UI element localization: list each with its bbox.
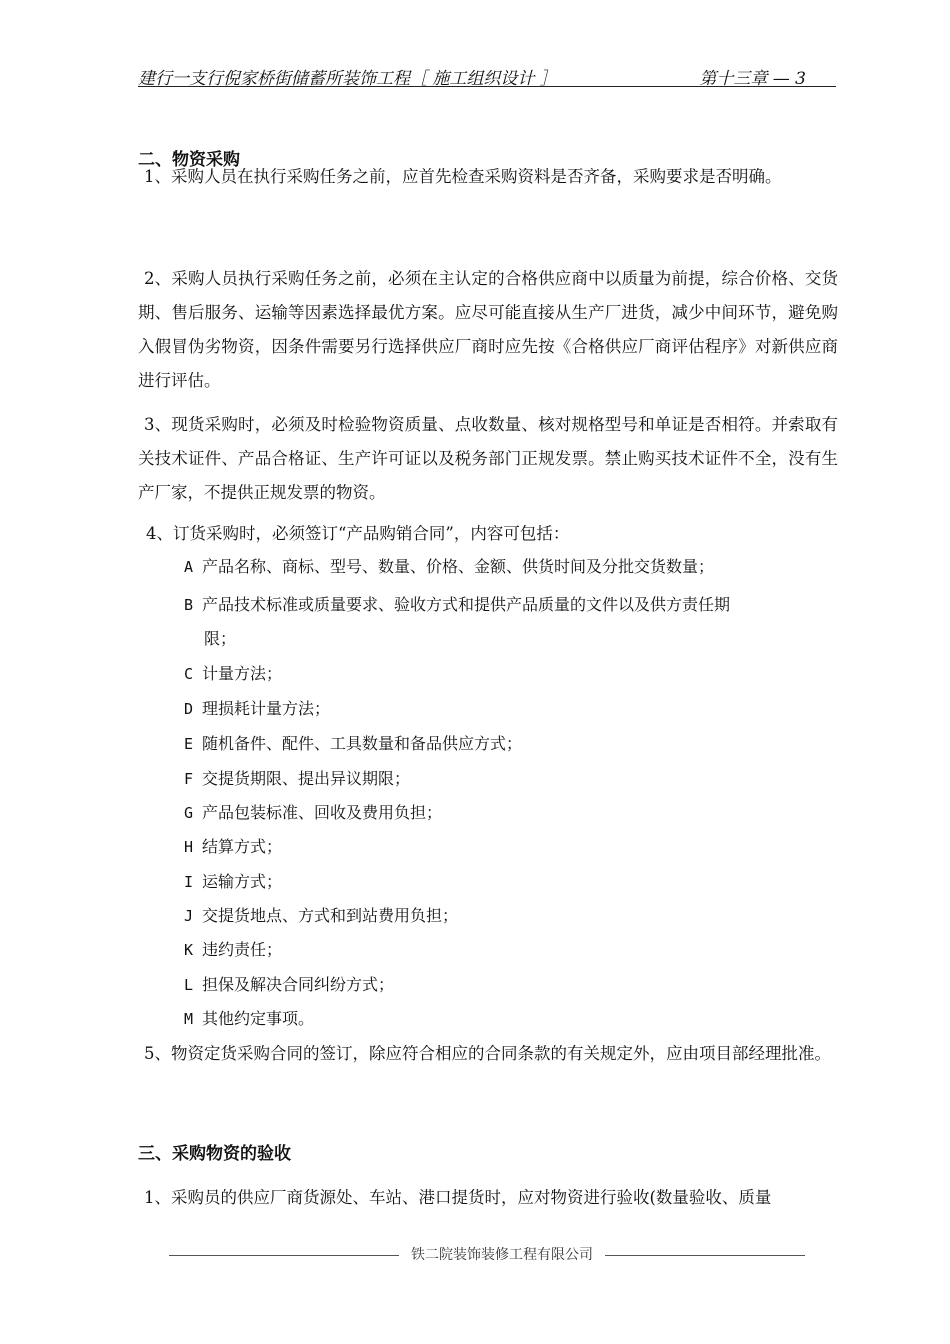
list-item-j: J 交提货地点、方式和到站费用负担； [184,906,459,925]
section-heading-inspection: 三、采购物资的验收 [138,1144,291,1164]
list-item-g: G 产品包装标准、回收及费用负担； [184,803,443,822]
list-item-d: D 理损耗计量方法； [184,699,331,718]
list-item-a: A 产品名称、商标、型号、数量、价格、金额、供货时间及分批交货数量； [184,557,715,576]
paragraph-1: 1、采购人员在执行采购任务之前，应首先检查采购资料是否齐备，采购要求是否明确。 [144,167,782,186]
header-document-title: 建行一支行倪家桥街储蓄所装饰工程［ 施工组织设计 ］ [138,69,557,89]
page-footer [138,1244,836,1264]
footer-company-name: 铁二院装饰装修工程有限公司 [411,1247,593,1263]
paragraph-5: 5、物资定货采购合同的签订，除应符合相应的合同条款的有关规定外，应由项目部经理批准。 [144,1044,831,1063]
paragraph-2: 2、采购人员执行采购任务之前，必须在主认定的合格供应商中以质量为前提，综合价格、交货期、售后服务、运输等因素选择最优方案。应尽可能直接从生产厂进货，减少中间环节，避免购入假冒伪劣物资，因条件需要另行选择供应厂商时应先按《合格供应厂商评估程序》对新供应商进行评估。 [138,269,838,390]
list-item-h: H 结算方式； [184,837,283,856]
paragraph-4: 4、订货采购时，必须签订“产品购销合同”，内容可包括： [146,524,570,543]
list-item-m: M 其他约定事项。 [184,1009,315,1028]
footer-rule-right [605,1255,805,1256]
list-item-f: F 交提货期限、提出异议期限； [184,769,411,788]
paragraph-3-1: 1、采购员的供应厂商货源处、车站、港口提货时，应对物资进行验收(数量验收、质量 [144,1188,772,1207]
list-item-l: L 担保及解决合同纠纷方式； [184,975,395,994]
list-item-i: I 运输方式； [184,872,283,891]
list-item-b: B 产品技术标准或质量要求、验收方式和提供产品质量的文件以及供方责任期 限； [184,595,731,648]
list-item-e: E 随机备件、配件、工具数量和备品供应方式； [184,734,523,753]
list-item-k: K 违约责任； [184,940,283,959]
header-chapter-page: 第十三章 — 3 [699,69,806,89]
section-heading-material-procurement: 二、物资采购 [138,150,240,170]
paragraph-3: 3、现货采购时，必须及时检验物资质量、点收数量、核对规格型号和单证是否相符。并索取有关技术证件、产品合格证、生产许可证以及税务部门正规发票。禁止购买技术证件不全，没有生产厂家，不提供正规发票的物资。 [138,415,838,502]
list-item-c: C 计量方法； [184,664,283,683]
footer-rule-left [169,1255,399,1256]
page-header [138,62,836,87]
